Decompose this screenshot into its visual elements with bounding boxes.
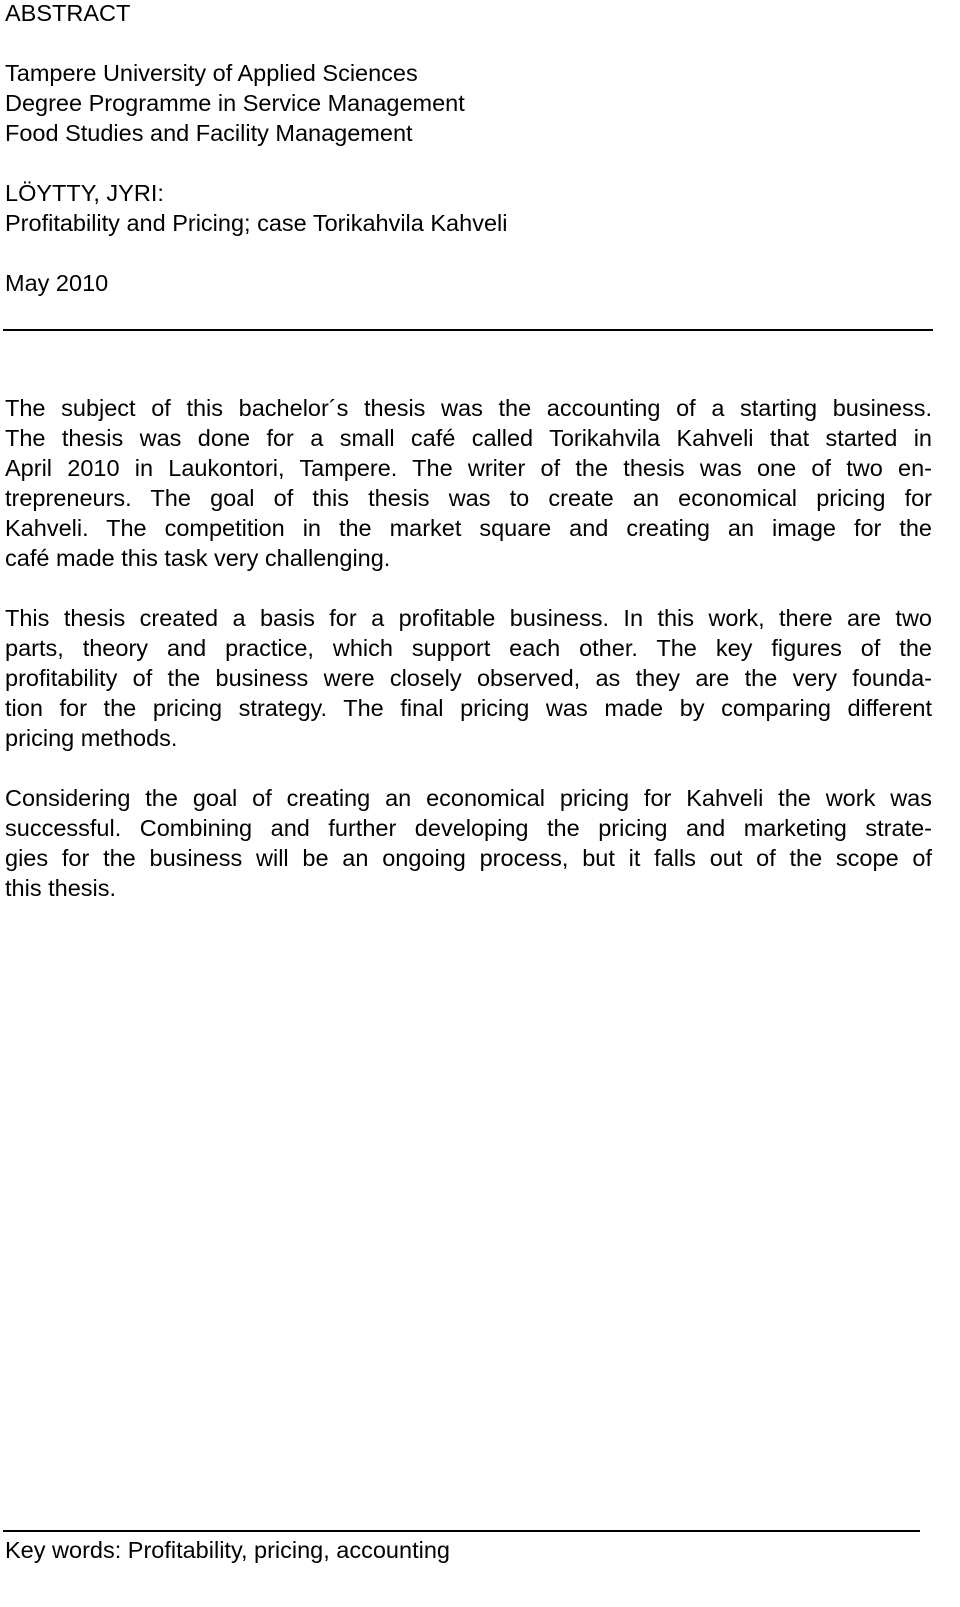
footer-divider [3,1530,920,1532]
degree-programme: Degree Programme in Service Management [5,90,465,116]
university-name: Tampere University of Applied Sciences [5,60,418,86]
paragraph-line: parts, theory and practice, which support each other. The key figures of the [5,635,932,661]
paragraph-line: trepreneurs. The goal of this thesis was to create an economical pricing for [5,485,932,511]
paragraph-last-line: this thesis. [5,875,117,901]
paragraph-line: gies for the business will be an ongoing process, but it falls out of the scope of [5,845,932,871]
header-divider [3,329,933,331]
paragraph-line: This thesis created a basis for a profitable business. In this work, there are two [5,605,932,631]
paragraph-line: Considering the goal of creating an economical pricing for Kahveli the work was [5,785,932,811]
paragraph-last-line: pricing methods. [5,725,178,751]
publication-date: May 2010 [5,270,109,296]
paragraph-line: April 2010 in Laukontori, Tampere. The writer of the thesis was one of two en- [5,455,932,481]
thesis-title: Profitability and Pricing; case Torikahvila Kahveli [5,210,508,236]
abstract-heading: ABSTRACT [5,0,131,26]
paragraph-line: The subject of this bachelor´s thesis was the accounting of a starting business. [5,395,932,421]
paragraph-last-line: café made this task very challenging. [5,545,391,571]
author-name: LÖYTTY, JYRI: [5,180,164,206]
paragraph-line: Kahveli. The competition in the market square and creating an image for the [5,515,932,541]
specialisation: Food Studies and Facility Management [5,120,413,146]
keywords: Key words: Profitability, pricing, accounting [5,1537,450,1563]
paragraph-line: tion for the pricing strategy. The final pricing was made by comparing different [5,695,932,721]
paragraph-line: profitability of the business were closely observed, as they are the very founda- [5,665,932,691]
paragraph-line: The thesis was done for a small café called Torikahvila Kahveli that started in [5,425,932,451]
paragraph-line: successful. Combining and further developing the pricing and marketing strate- [5,815,932,841]
